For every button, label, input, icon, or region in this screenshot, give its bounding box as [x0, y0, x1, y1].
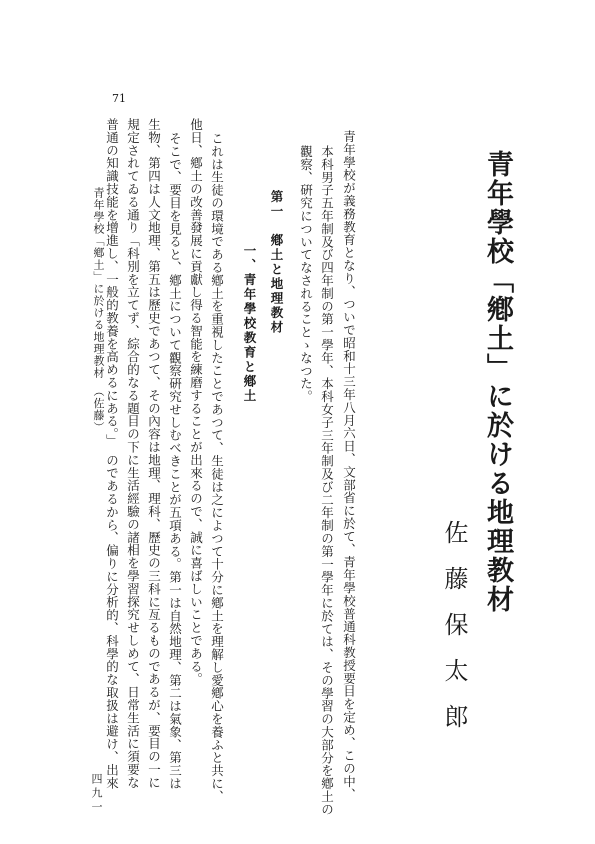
subsection-heading: 一、青年學校教育と鄕土	[242, 244, 257, 404]
article-title: 青年學校「鄕土」に於ける地理教材	[482, 150, 513, 614]
body-line-1: これは生徒の環境である鄕土を重視したことであつて、生徒は之によつて十分に鄕土を理解し愛鄕心を養ふと共に、	[209, 132, 225, 803]
body-line-3: そこで、要目を見ると、鄕土について觀察硏究せしむべきことが五項ある。第一は自然地理、第二は氣象、第三は	[167, 132, 183, 790]
body-line-6: 普通の知識技能を增進し、一般的教養を高めるにある。」 のであるから、偏りに分析的、科學的な取扱は避け、出來	[104, 118, 120, 790]
body-line-4: 生物、第四は人文地理、第五は歷史であつて、その內容は地理、理科、歷史の三科に亙るものであるが、要目の一に	[146, 118, 162, 789]
page-number: 71	[112, 92, 126, 105]
section-heading: 第一 鄕土と地理教材	[269, 190, 284, 335]
intro-line-3: 觀察、硏究についてなされることゝなつた。	[298, 145, 314, 403]
body-line-2: 他日、鄕土の改善發展に貢獻し得る智能を練磨することが出來るので、誠に喜ばしいことである。	[188, 118, 204, 686]
body-line-5: 規定されてゐる通り「科別を立てず、綜合的なる題目の下に生活經驗の諸相を學習探究せしめて、日常生活に須要な	[125, 118, 141, 789]
intro-line-2: 本科男子五年制及び四年制の第一學年、本科女子三年制及び二年制の第一學年に於ては、その學習の大部分を鄕土の	[319, 145, 335, 816]
folio-number: 四九一	[90, 773, 103, 815]
running-footer: 青年學校「鄕土」に於ける地理教材 （佐藤）	[92, 187, 105, 434]
intro-line-1: 青年學校が義務教育となり、ついで昭和十三年八月六日、文部省に於て、青年學校普通科教授要目を定め、この中、	[341, 130, 357, 801]
author-name: 佐藤保太郎	[440, 520, 468, 750]
